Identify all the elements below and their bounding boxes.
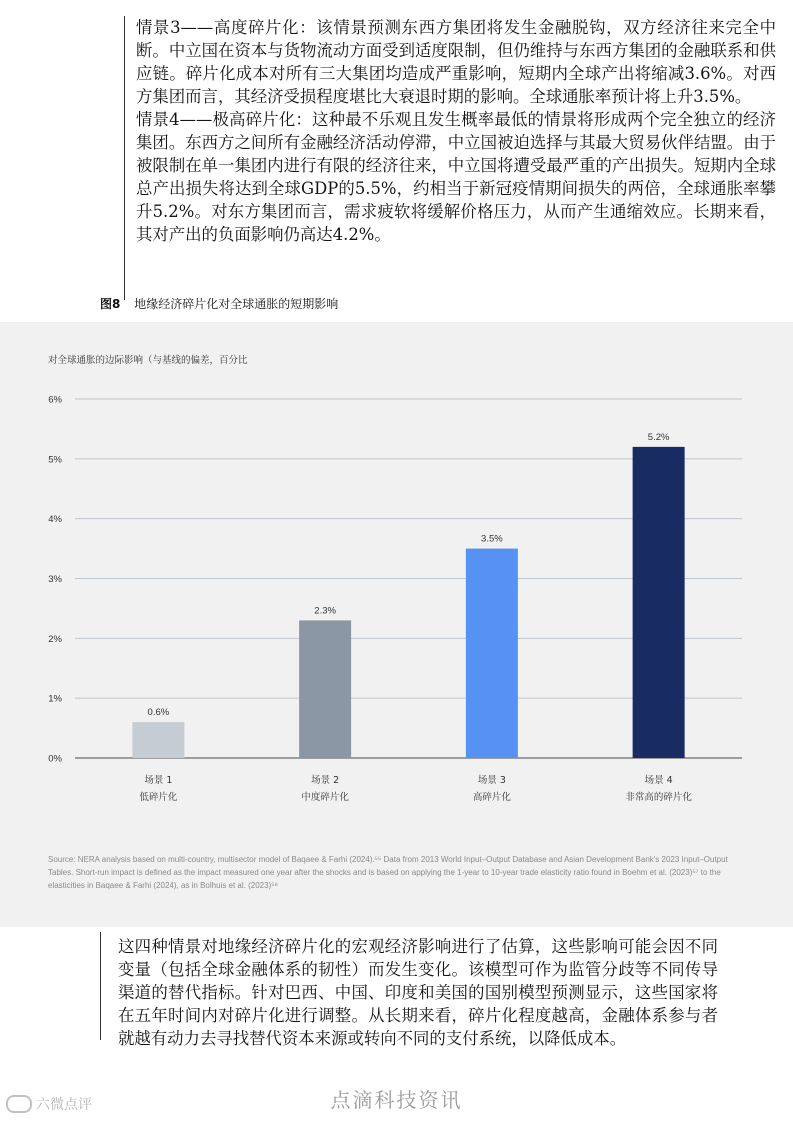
data-label: 0.6% (147, 707, 170, 719)
x-tick-label: 中度碎片化 (301, 792, 349, 803)
bar (633, 447, 685, 758)
x-tick-label: 非常高的碎片化 (625, 792, 692, 803)
chart-subtitle: 对全球通胀的边际影响（与基线的偏差，百分比 (48, 355, 248, 366)
watermark-center: 点滴科技资讯 (330, 1088, 463, 1112)
x-tick-label: 低碎片化 (139, 792, 178, 803)
bar (299, 620, 351, 758)
y-tick-label: 5% (48, 454, 62, 466)
source-note: Source: NERA analysis based on multi-country, multisector model of Baqaee & Farhi (2024).⁵⁵ Data from 2013 World Input–Output Database and Asian Development Bank's 2023 Input–Output Tables. Short-run impact is defined as the impact measured one year after the shocks and is based on applying the 1-year to 10-year trade elasticity ratio found in Boehm et al. (2023)⁵⁷ to the elasticities in Baqaee & Farhi (2024), as in Bolhuis et al. (2023)⁵⁸ (48, 855, 728, 890)
x-tick-label: 场景 1 (144, 775, 173, 786)
bar (132, 722, 184, 758)
data-label: 3.5% (481, 533, 503, 545)
figure-caption (100, 295, 338, 312)
y-tick-label: 2% (48, 633, 62, 645)
left-rule-bottom (100, 932, 101, 1040)
y-tick-label: 3% (48, 574, 62, 585)
x-tick-label: 场景 3 (477, 775, 506, 786)
y-tick-label: 6% (48, 394, 62, 406)
data-label: 2.3% (314, 605, 336, 617)
data-label: 5.2% (647, 431, 670, 443)
x-tick-label: 场景 4 (644, 775, 673, 786)
watermark-left-text: 六微点评 (36, 1097, 92, 1113)
x-tick-label: 高碎片化 (472, 792, 511, 803)
conclusion-paragraph: 这四种情景对地缘经济碎片化的宏观经济影响进行了估算，这些影响可能会因不同变量（包括全球金融体系的韧性）而发生变化。该模型可作为监管分歧等不同传导渠道的替代指标。针对巴西、中国、印度和美国的国别模型预测显示，这些国家将在五年时间内对碎片化进行调整。从长期来看，碎片化程度越高，金融体系参与者就越有动力去寻找替代资本来源或转向不同的支付系统，以降低成本。 (118, 937, 718, 1048)
scenario-4-paragraph: 情景4——极高碎片化：这种最不乐观且发生概率最低的情景将形成两个完全独立的经济集团。东西方之间所有金融经济活动停滞，中立国被迫选择与其最大贸易伙伴结盟。由于被限制在单一集团内进行有限的经济往来，中立国将遭受最严重的产出损失。短期内全球总产出损失将达到全球GDP的5.5%，约相当于新冠疫情期间损失的两倍，全球通胀率攀升5.2%。对东方集团而言，需求疲软将缓解价格压力，从而产生通缩效应。长期来看，其对产出的负面影响仍高达4.2%。 (136, 110, 776, 244)
figure-number: 图8 (100, 297, 121, 311)
intro-text (136, 16, 776, 246)
y-tick-label: 0% (48, 753, 62, 765)
x-tick-label: 场景 2 (311, 775, 340, 786)
y-tick-label: 1% (48, 693, 62, 705)
scenario-3-paragraph: 情景3——高度碎片化：该情景预测东西方集团将发生金融脱钩，双方经济往来完全中断。中立国在资本与货物流动方面受到适度限制，但仍维持与东西方集团的金融联系和供应链。碎片化成本对所有三大集团均造成严重影响，短期内全球产出将缩减3.6%。对西方集团而言，其经济受损程度堪比大衰退时期的影响。全球通胀率预计将上升3.5%。 (136, 18, 776, 106)
left-rule (124, 16, 125, 300)
bar-chart (0, 322, 793, 842)
figure-title: 地缘经济碎片化对全球通胀的短期影响 (134, 297, 339, 311)
y-tick-label: 4% (48, 514, 62, 526)
bar (466, 549, 518, 758)
